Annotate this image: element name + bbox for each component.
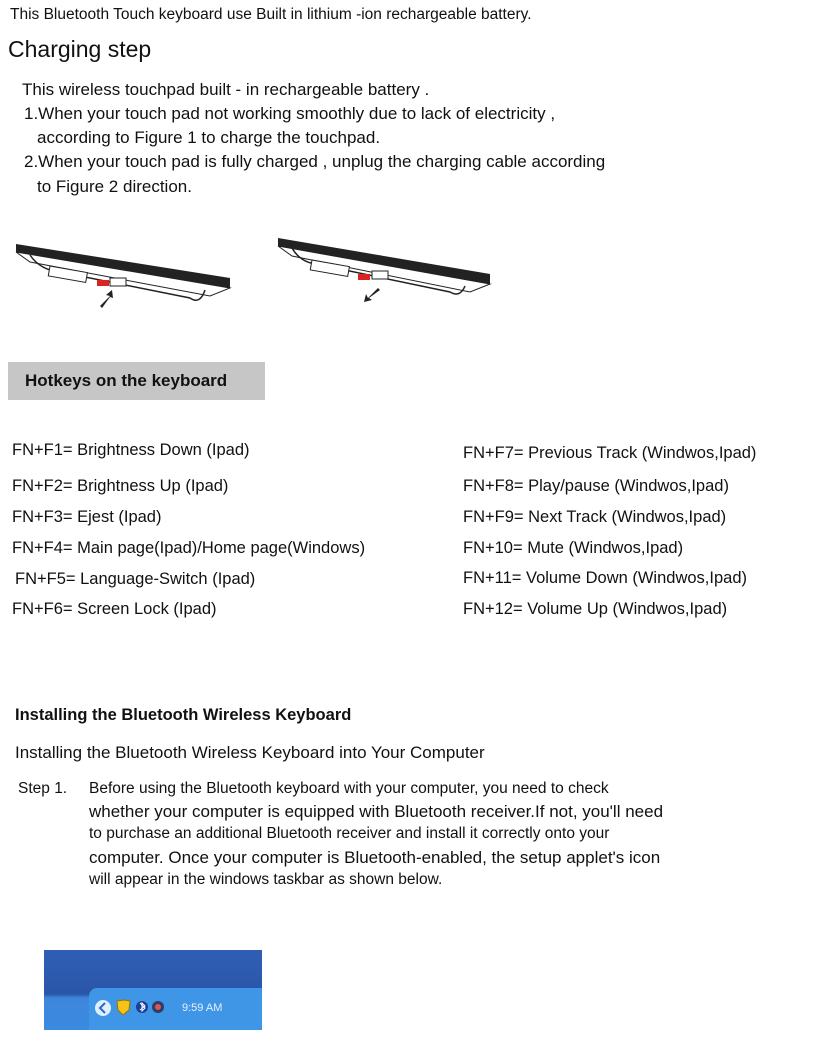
- hotkey-item: FN+F4= Main page(Ipad)/Home page(Windows): [12, 539, 366, 557]
- keyboard-figures: [0, 200, 831, 320]
- taskbar-clock: 9:59 AM: [182, 1002, 223, 1014]
- hotkeys-title: Hotkeys on the keyboard: [25, 371, 228, 390]
- charging-line: 1.When your touch pad not working smoothly due to lack of electricity ,: [24, 104, 556, 123]
- hotkey-item: FN+11= Volume Down (Windwos,Ipad): [463, 569, 747, 587]
- install-subtitle: Installing the Bluetooth Wireless Keyboard into Your Computer: [15, 743, 485, 762]
- figure-2-keyboard: [278, 238, 490, 302]
- hotkey-item: FN+F3= Ejest (Ipad): [12, 508, 162, 526]
- step-label: Step 1.: [18, 780, 68, 797]
- charging-line: 2.When your touch pad is fully charged , unplug the charging cable according: [24, 152, 606, 171]
- charging-line: to Figure 2 direction.: [37, 177, 192, 196]
- hotkeys-heading-box: [8, 362, 265, 400]
- show-hidden-icons-icon: [95, 1000, 111, 1016]
- charging-title: Charging step: [8, 36, 152, 62]
- hotkey-item: FN+12= Volume Up (Windwos,Ipad): [463, 600, 728, 618]
- hotkey-item: FN+F1= Brightness Down (Ipad): [12, 441, 250, 459]
- intro-text: This Bluetooth Touch keyboard use Built in lithium -ion rechargeable battery.: [10, 6, 532, 23]
- charging-line: according to Figure 1 to charge the touchpad.: [37, 128, 381, 147]
- hotkey-item: FN+F5= Language-Switch (Ipad): [15, 570, 256, 588]
- hotkey-item: FN+F2= Brightness Up (Ipad): [12, 477, 229, 495]
- step-line: will appear in the windows taskbar as shown below.: [89, 871, 443, 888]
- step-line: to purchase an additional Bluetooth receiver and install it correctly onto your: [89, 825, 610, 842]
- volume-icon: [152, 1001, 164, 1013]
- hotkey-item: FN+10= Mute (Windwos,Ipad): [463, 539, 684, 557]
- hotkey-item: FN+F7= Previous Track (Windwos,Ipad): [463, 444, 757, 462]
- security-shield-icon: [117, 1000, 130, 1015]
- hotkey-item: FN+F6= Screen Lock (Ipad): [12, 600, 217, 618]
- hotkey-item: FN+F8= Play/pause (Windwos,Ipad): [463, 477, 729, 495]
- install-title: Installing the Bluetooth Wireless Keyboard: [15, 706, 352, 724]
- step-line: whether your computer is equipped with Bluetooth receiver.If not, you'll need: [89, 802, 664, 821]
- hotkey-item: FN+F9= Next Track (Windwos,Ipad): [463, 508, 727, 526]
- charging-line: This wireless touchpad built - in rechargeable battery .: [22, 80, 430, 99]
- bluetooth-icon: [136, 1001, 148, 1013]
- windows-taskbar-screenshot: [44, 950, 262, 1030]
- step-line: Before using the Bluetooth keyboard with your computer, you need to check: [89, 780, 609, 797]
- figure-1-keyboard: [16, 244, 230, 308]
- step-line: computer. Once your computer is Bluetooth-enabled, the setup applet's icon: [89, 848, 661, 867]
